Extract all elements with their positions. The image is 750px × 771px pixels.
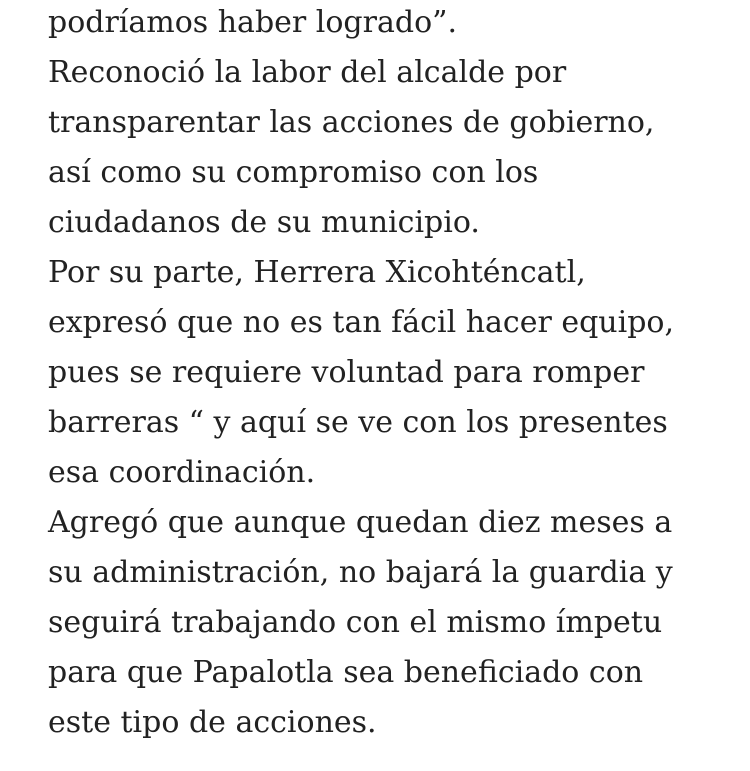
article-line: este tipo de acciones. bbox=[48, 705, 377, 740]
article-line: podríamos haber logrado”. bbox=[48, 5, 457, 40]
article-line: así como su compromiso con los bbox=[48, 155, 539, 190]
article-line: Reconoció la labor del alcalde por bbox=[48, 55, 567, 90]
article-line: Por su parte, Herrera Xicohténcatl, bbox=[48, 255, 586, 290]
article-body bbox=[48, 0, 738, 748]
article-line: Agregó que aunque quedan diez meses a bbox=[48, 505, 673, 540]
article-line: pues se requiere voluntad para romper bbox=[48, 355, 645, 390]
article-line: para que Papalotla sea beneficiado con bbox=[48, 655, 644, 690]
article-line: transparentar las acciones de gobierno, bbox=[48, 105, 655, 140]
article-line: seguirá trabajando con el mismo ímpetu bbox=[48, 605, 663, 640]
article-line: esa coordinación. bbox=[48, 455, 316, 490]
article-line: su administración, no bajará la guardia y bbox=[48, 555, 673, 590]
article-line: expresó que no es tan fácil hacer equipo, bbox=[48, 305, 675, 340]
article-line: barreras “ y aquí se ve con los presentes bbox=[48, 405, 668, 440]
article-line: ciudadanos de su municipio. bbox=[48, 205, 480, 240]
